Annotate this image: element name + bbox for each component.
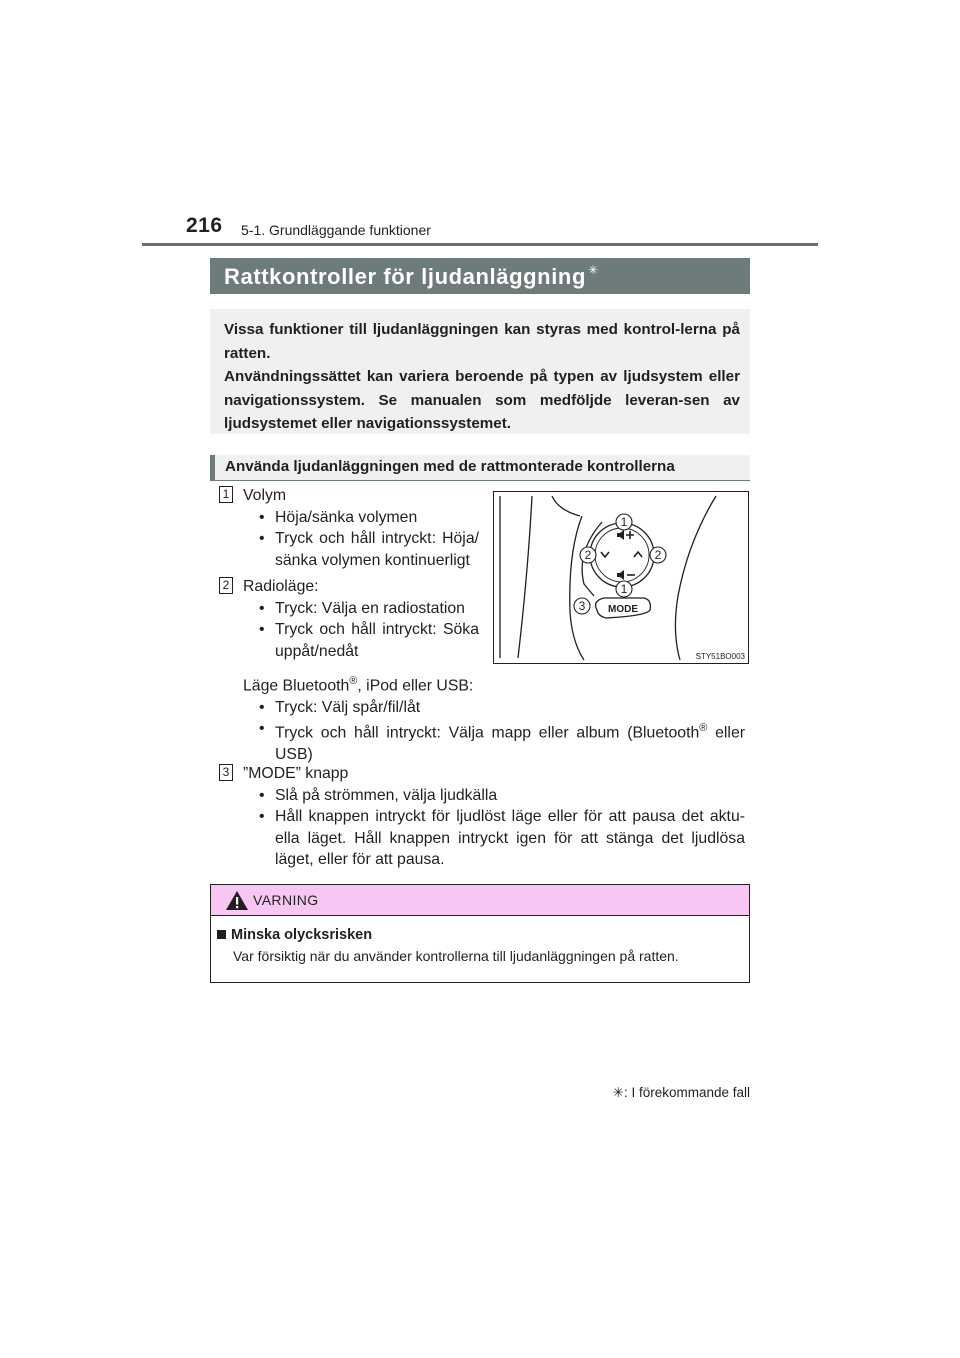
list-item: • Tryck: Välja en radiostation: [259, 598, 479, 620]
item-title: ”MODE” knapp: [243, 765, 349, 782]
mode-button-label: MODE: [608, 604, 638, 615]
figure-code: STY51BO003: [695, 652, 745, 661]
list-item: • Tryck: Välj spår/fil/låt: [259, 697, 745, 719]
chevron-down-icon: [601, 552, 609, 557]
warning-box: [210, 884, 750, 983]
footnote-asterisk-icon: ✳: [612, 1085, 624, 1100]
callout-label: 2: [654, 548, 662, 562]
registered-mark: ®: [699, 722, 708, 735]
warning-header: [211, 885, 749, 916]
steering-wheel-drawing: [494, 492, 748, 663]
list-item: • Höja/sänka volymen: [259, 507, 479, 529]
title-asterisk-icon: ✳: [588, 263, 599, 277]
footnote: ✳: I förekommande fall: [612, 1085, 750, 1100]
subheading: Använda ljudanläggningen med de rattmonterade kontrollerna: [210, 455, 750, 480]
item-number-2: 2: [219, 577, 233, 594]
callout-label: 3: [578, 599, 586, 613]
list-item: • Håll knappen intryckt för ljudlöst läge eller för att pausa det aktu-ella läget. Håll knappen intryckt igen för att stänga det ljudlösa läget, eller för att pausa.: [259, 806, 745, 871]
item-bluetooth: [243, 671, 745, 766]
subheading-rule: [210, 480, 750, 481]
callout-label: 2: [584, 548, 592, 562]
item-volume: [243, 485, 479, 571]
volume-down-icon: [617, 570, 624, 580]
intro-text-2: Användningssättet kan variera beroende på typen av ljudsystem eller navigationssystem. Se manualen som medföljde leveran-sen av ljudsystemet eller navigationssystemet.: [224, 368, 740, 432]
intro-text-1: Vissa funktioner till ljudanläggningen kan styras med kontrol-lerna på ratten.: [224, 321, 740, 362]
item-number-1: 1: [219, 486, 233, 503]
warning-label: VARNING: [253, 892, 319, 908]
warning-text: Var försiktig när du använder kontrollerna till ljudanläggningen på ratten.: [233, 948, 679, 964]
item-radio: [243, 576, 479, 662]
warning-title: Minska olycksrisken: [217, 927, 372, 943]
item-title: Radioläge:: [243, 578, 319, 595]
item-number-3: 3: [219, 764, 233, 781]
page-title-text: Rattkontroller för ljudanläggning: [224, 264, 587, 289]
intro-box: [210, 309, 750, 434]
item-title: Volym: [243, 487, 287, 504]
registered-mark: ®: [349, 675, 358, 687]
steering-control-illustration: [493, 491, 749, 664]
section-label: 5-1. Grundläggande funktioner: [241, 222, 431, 238]
volume-up-icon: [617, 530, 624, 540]
page-title: [210, 258, 750, 294]
chevron-up-icon: [634, 552, 642, 557]
list-item: • Tryck och håll intryckt: Höja/ sänka volymen kontinuerligt: [259, 528, 479, 571]
callout-label: 1: [620, 515, 628, 529]
item-mode: [243, 763, 745, 871]
header-rule: [142, 243, 818, 246]
page-number: 216: [186, 214, 223, 237]
warning-icon: [225, 890, 249, 911]
volume-icons: [617, 530, 624, 580]
square-bullet-icon: [217, 930, 226, 939]
item-subtitle: Läge Bluetooth®, iPod eller USB:: [243, 675, 474, 695]
list-item: • Tryck och håll intryckt: Söka uppåt/nedåt: [259, 619, 479, 662]
callout-label: 1: [620, 582, 628, 596]
list-item: • Tryck och håll intryckt: Välja mapp eller album (Bluetooth® eller USB): [259, 718, 745, 765]
list-item: • Slå på strömmen, välja ljudkälla: [259, 785, 745, 807]
